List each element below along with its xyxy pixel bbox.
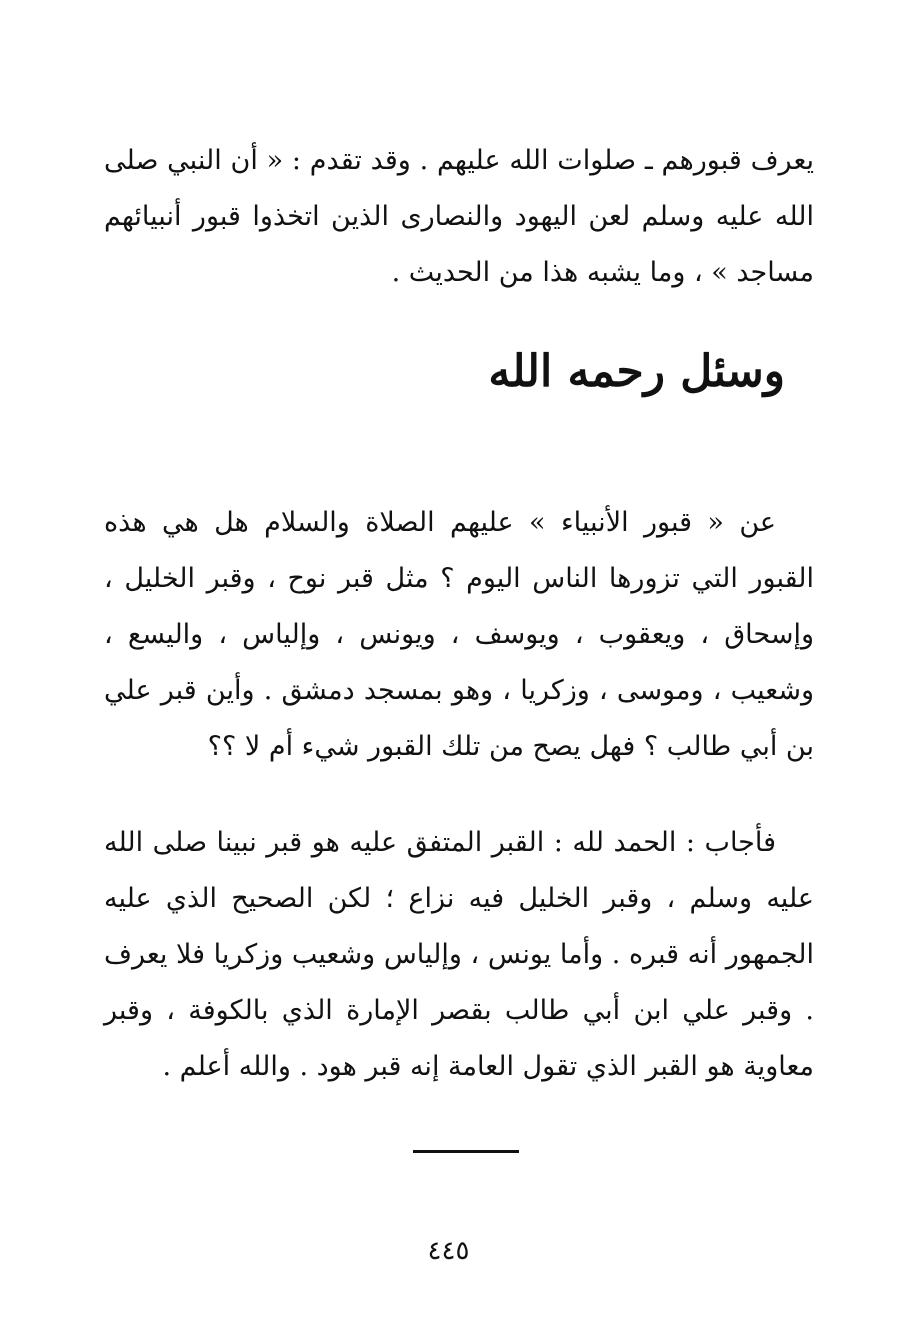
paragraph-1: يعرف قبورهم ـ صلوات الله عليهم . وقد تقدم : « أن النبي صلى الله عليه وسلم لعن اليهود والنصارى الذين اتخذوا قبور أنبيائهم مساجد » ، وما يشبه هذا من الحديث . — [104, 145, 814, 288]
page-number: ٤٤٥ — [427, 1236, 470, 1266]
paragraph-3: فأجاب : الحمد لله : القبر المتفق عليه هو قبر نبينا صلى الله عليه وسلم ، وقبر الخليل فيه نزاع ؛ لكن الصحيح الذي عليه الجمهور أنه قبره . وأما يونس ، وإلياس وشعيب وزكريا فلا يعرف . وقبر علي ابن أبي طالب بقصر الإمارة الذي بالكوفة ، وقبر معاوية هو القبر الذي تقول العامة إنه قبر هود . والله أعلم . — [104, 827, 814, 1082]
paragraph-2: عن « قبور الأنبياء » عليهم الصلاة والسلام هل هي هذه القبور التي تزورها الناس اليوم ؟ مثل قبر نوح ، وقبر الخليل ، وإسحاق ، ويعقوب ، ويوسف ، ويونس ، وإلياس ، واليسع ، وشعيب ، وموسى ، وزكريا ، وهو بمسجد دمشق . وأين قبر علي بن أبي طالب ؟ فهل يصح من تلك القبور شيء أم لا ؟؟ — [104, 507, 814, 762]
separator-rule — [413, 1150, 519, 1153]
section-heading: وسئل رحمه الله — [488, 346, 785, 397]
